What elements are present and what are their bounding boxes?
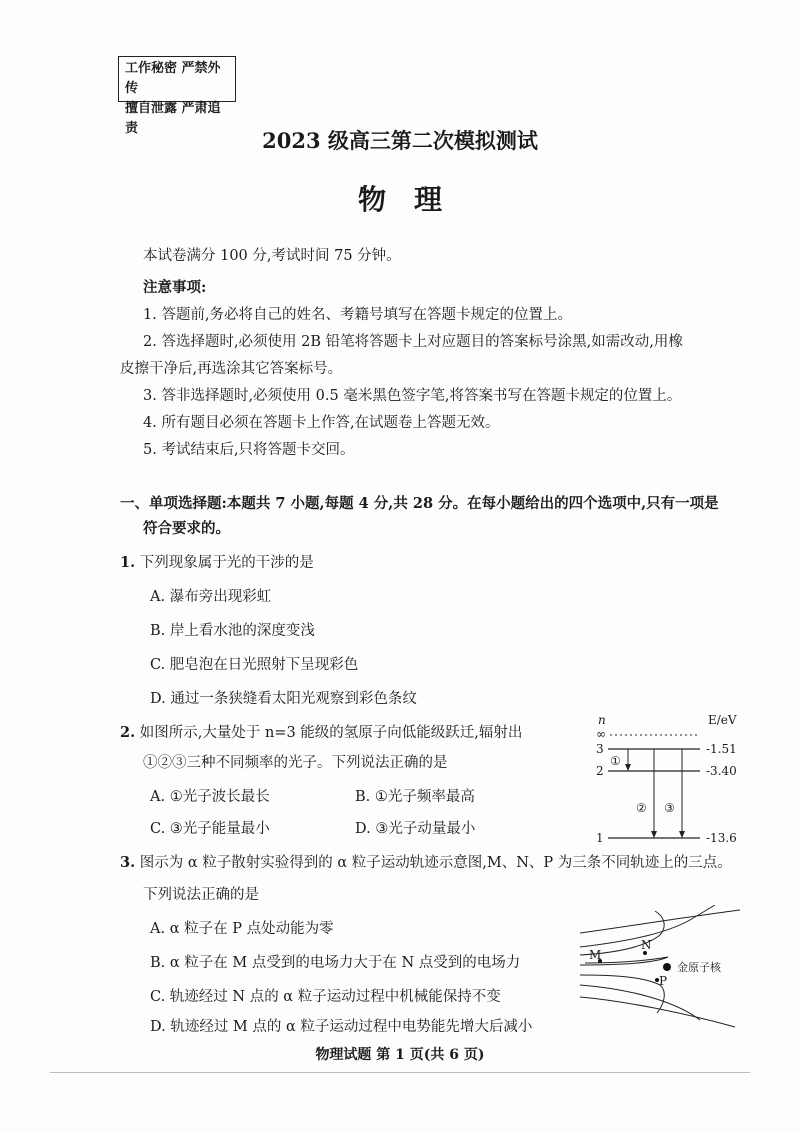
energy-level-diagram xyxy=(590,708,760,850)
question-3-stem-2: 下列说法正确的是 xyxy=(143,887,259,903)
notice-item-4: 4. 所有题目必须在答题卡上作答,在试题卷上答题无效。 xyxy=(143,415,500,431)
trajectory-1 xyxy=(580,910,740,933)
stamp-line-1: 工作秘密 严禁外传 xyxy=(125,61,221,96)
question-3 xyxy=(120,852,732,874)
diagram-n-label: n xyxy=(598,713,606,727)
question-2-number: 2. xyxy=(120,724,136,741)
level-3-e: -1.51 xyxy=(706,742,737,756)
diagram-infinity-label: ∞ xyxy=(596,727,606,741)
trajectory-4 xyxy=(580,985,700,1020)
notice-heading: 注意事项: xyxy=(143,279,207,296)
bottom-divider xyxy=(50,1072,750,1073)
question-2-option-d: D. ③光子动量最小 xyxy=(355,821,476,837)
question-1-option-d: D. 通过一条狭缝看太阳光观察到彩色条纹 xyxy=(150,691,417,707)
question-2-option-c: C. ③光子能量最小 xyxy=(150,821,270,837)
photon-2-label: ② xyxy=(636,801,647,815)
section-heading-cont: 符合要求的。 xyxy=(143,520,230,537)
question-2-option-b: B. ①光子频率最高 xyxy=(355,789,475,805)
notice-item-2-cont: 皮擦干净后,再选涂其它答案标号。 xyxy=(120,361,343,377)
question-1-stem: 下列现象属于光的干涉的是 xyxy=(139,555,314,571)
confidential-stamp xyxy=(118,56,236,136)
question-3-option-a: A. α 粒子在 P 点处动能为零 xyxy=(150,921,334,937)
question-3-option-b: B. α 粒子在 M 点受到的电场力大于在 N 点受到的电场力 xyxy=(150,955,521,971)
question-1-option-b: B. 岸上看水池的深度变浅 xyxy=(150,623,315,639)
alpha-scattering-diagram xyxy=(575,905,750,1030)
label-p: P xyxy=(659,974,668,988)
section-heading: 一、单项选择题:本题共 7 小题,每题 4 分,共 28 分。在每小题给出的四个选项中,只有一项是 xyxy=(120,495,719,512)
photon-3-arrowhead xyxy=(679,831,685,838)
question-2-option-a: A. ①光子波长最长 xyxy=(150,789,270,805)
level-1-e: -13.6 xyxy=(706,831,737,845)
question-1-number: 1. xyxy=(120,554,136,571)
notice-item-2: 2. 答选择题时,必须使用 2B 铅笔将答题卡上对应题目的答案标号涂黑,如需改动,用橡 xyxy=(143,334,683,350)
question-1-option-a: A. 瀑布旁出现彩虹 xyxy=(150,589,272,605)
notice-item-1: 1. 答题前,务必将自己的姓名、考籍号填写在答题卡规定的位置上。 xyxy=(143,307,573,323)
level-1-n: 1 xyxy=(596,831,604,845)
question-3-option-d: D. 轨迹经过 M 点的 α 粒子运动过程中电势能先增大后减小 xyxy=(150,1019,533,1035)
label-m: M xyxy=(589,948,602,962)
photon-2-arrowhead xyxy=(651,831,657,838)
photon-1-label: ① xyxy=(610,754,621,768)
diagram-e-label: E/eV xyxy=(708,713,737,727)
notice-item-3: 3. 答非选择题时,必须使用 0.5 毫米黑色签字笔,将答案书写在答题卡规定的位置上。 xyxy=(143,388,682,404)
photon-1-arrowhead xyxy=(625,764,631,771)
question-2 xyxy=(120,722,522,744)
stamp-line-2: 擅自泄露 严肃追责 xyxy=(125,101,221,136)
exam-title: 2023 级高三第二次模拟测试 xyxy=(262,128,538,153)
label-nucleus: 金原子核 xyxy=(677,961,721,974)
gold-nucleus xyxy=(663,963,671,971)
question-3-number: 3. xyxy=(120,854,136,871)
question-3-stem-1: 图示为 α 粒子散射实验得到的 α 粒子运动轨迹示意图,M、N、P 为三条不同轨迹上的三点。 xyxy=(139,855,732,871)
question-3-option-c: C. 轨迹经过 N 点的 α 粒子运动过程中机械能保持不变 xyxy=(150,989,501,1005)
photon-3-label: ③ xyxy=(664,801,675,815)
question-2-stem-2: ①②③三种不同频率的光子。下列说法正确的是 xyxy=(143,755,448,771)
level-2-n: 2 xyxy=(596,764,604,778)
label-n: N xyxy=(641,938,652,952)
question-1 xyxy=(120,552,314,574)
question-2-stem-1: 如图所示,大量处于 n=3 能级的氢原子向低能级跃迁,辐射出 xyxy=(139,725,523,741)
page-footer: 物理试题 第 1 页(共 6 页) xyxy=(315,1047,485,1063)
notice-item-5: 5. 考试结束后,只将答题卡交回。 xyxy=(143,442,355,458)
question-1-option-c: C. 肥皂泡在日光照射下呈现彩色 xyxy=(150,657,359,673)
subject-title: 物理 xyxy=(357,183,470,216)
intro-text: 本试卷满分 100 分,考试时间 75 分钟。 xyxy=(143,248,401,264)
level-2-e: -3.40 xyxy=(706,764,737,778)
level-3-n: 3 xyxy=(596,742,604,756)
